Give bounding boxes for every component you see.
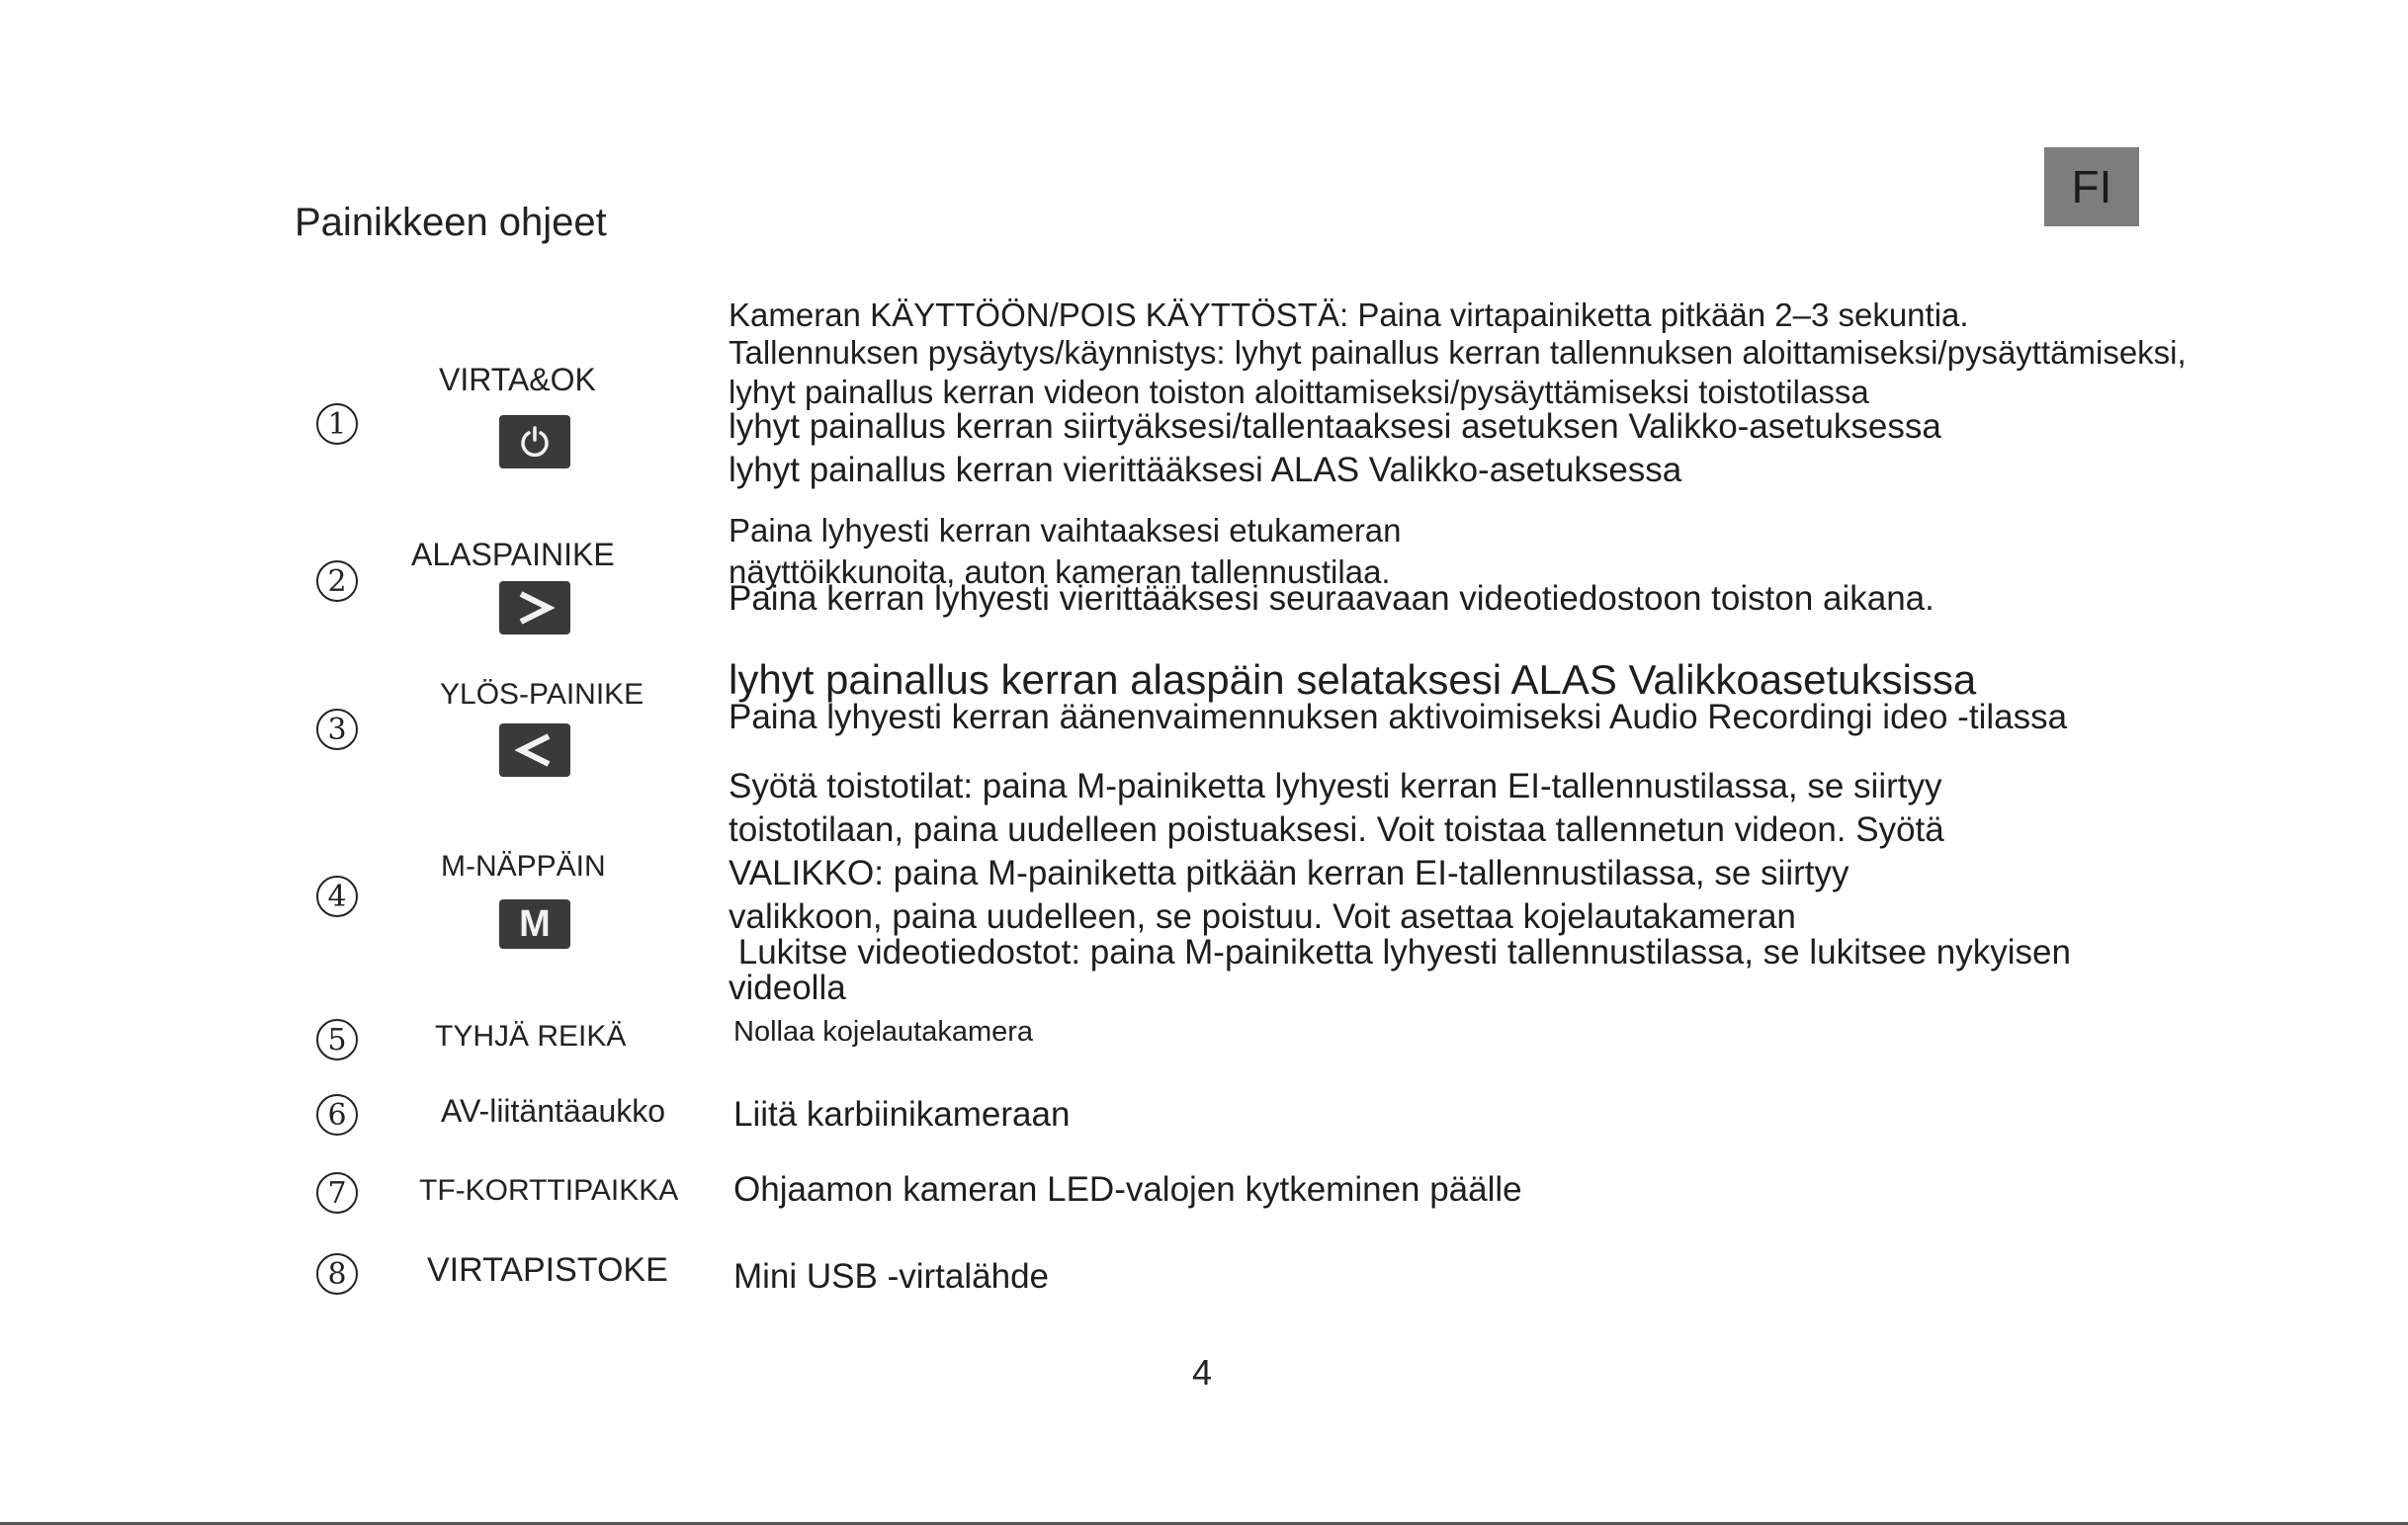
m-desc-line-4: valikkoon, paina uudelleen, se poistuu. Voit asettaa kojelautakameran [729, 897, 1796, 936]
button-label-power-plug: VIRTAPISTOKE [427, 1251, 668, 1289]
button-label-reset: TYHJÄ REIKÄ [435, 1020, 627, 1053]
up-desc-line-1: lyhyt painallus kerran alaspäin selataksesi ALAS Valikkoasetuksissa [729, 656, 1977, 703]
button-label-power: VIRTA&OK [439, 362, 596, 397]
m-desc-line-1: Syötä toistotilat: paina M-painiketta lyhyesti kerran EI-tallennustilassa, se siirtyy [729, 767, 1942, 805]
up-desc-line-2: Paina lyhyesti kerran äänenvaimennuksen aktivoimiseksi Audio Recordingi ideo -tilassa [729, 698, 2068, 736]
button-label-down: ALASPAINIKE [411, 537, 615, 572]
m-key [499, 899, 570, 949]
button-label-m: M-NÄPPÄIN [441, 850, 606, 883]
plug-desc-line-1: Mini USB -virtalähde [733, 1257, 1049, 1296]
language-tab: FI [2044, 147, 2139, 226]
row-number-3: 3 [316, 709, 358, 750]
row-number-2: 2 [316, 560, 358, 602]
page-number: 4 [1192, 1352, 1213, 1393]
power-icon [518, 425, 552, 459]
up-key [499, 723, 570, 777]
button-label-tf: TF-KORTTIPAIKKA [419, 1174, 679, 1207]
power-desc-line-4: lyhyt painallus kerran siirtyäksesi/tallentaaksesi asetuksen Valikko-asetuksessa [729, 407, 1941, 446]
power-desc-line-1: Kameran KÄYTTÖÖN/POIS KÄYTTÖSTÄ: Paina virtapainiketta pitkään 2–3 sekuntia. [729, 297, 1969, 333]
button-label-up: YLÖS-PAINIKE [440, 678, 645, 711]
button-label-av: AV-liitäntäaukko [441, 1093, 666, 1129]
row-number-5: 5 [316, 1019, 358, 1060]
down-desc-line-2: näyttöikkunoita, auton kameran tallennustilaa. [729, 553, 1391, 590]
chevron-right-icon [515, 590, 555, 626]
row-number-8: 8 [316, 1253, 358, 1295]
m-desc-line-2: toistotilaan, paina uudelleen poistuaksesi. Voit toistaa tallennetun videon. Syötä [729, 810, 1944, 849]
m-desc-line-3: VALIKKO: paina M-painiketta pitkään kerran EI-tallennustilassa, se siirtyy [729, 854, 1849, 892]
down-desc-line-1: Paina lyhyesti kerran vaihtaaksesi etukameran [729, 512, 1402, 549]
chevron-left-icon [515, 732, 555, 768]
power-desc-line-5: lyhyt painallus kerran vierittääksesi ALAS Valikko-asetuksessa [729, 451, 1682, 489]
m-desc-line-5: Lukitse videotiedostot: paina M-painiketta lyhyesti tallennustilassa, se lukitsee nykyisen [729, 933, 2071, 972]
m-key-icon: M [519, 902, 551, 945]
reset-desc-line-1: Nollaa kojelautakamera [733, 1016, 1034, 1048]
down-key [499, 581, 570, 635]
row-number-1: 1 [316, 403, 358, 445]
page-title: Painikkeen ohjeet [295, 201, 607, 244]
down-desc-line-3: Paina kerran lyhyesti vierittääksesi seuraavaan videotiedostoon toiston aikana. [729, 579, 1935, 618]
power-desc-line-3: lyhyt painallus kerran videon toiston aloittamiseksi/pysäyttämiseksi toistotilassa [729, 374, 1869, 410]
tf-desc-line-1: Ohjaamon kameran LED-valojen kytkeminen päälle [733, 1170, 1522, 1209]
av-desc-line-1: Liitä karbiinikameraan [733, 1095, 1071, 1134]
power-key [499, 415, 570, 468]
m-desc-line-6: videolla [729, 969, 846, 1007]
row-number-7: 7 [316, 1172, 358, 1214]
row-number-4: 4 [316, 876, 358, 917]
row-number-6: 6 [316, 1094, 358, 1136]
power-desc-line-2: Tallennuksen pysäytys/käynnistys: lyhyt painallus kerran tallennuksen aloittamiseksi/pysäyttämiseksi, [729, 334, 2187, 371]
